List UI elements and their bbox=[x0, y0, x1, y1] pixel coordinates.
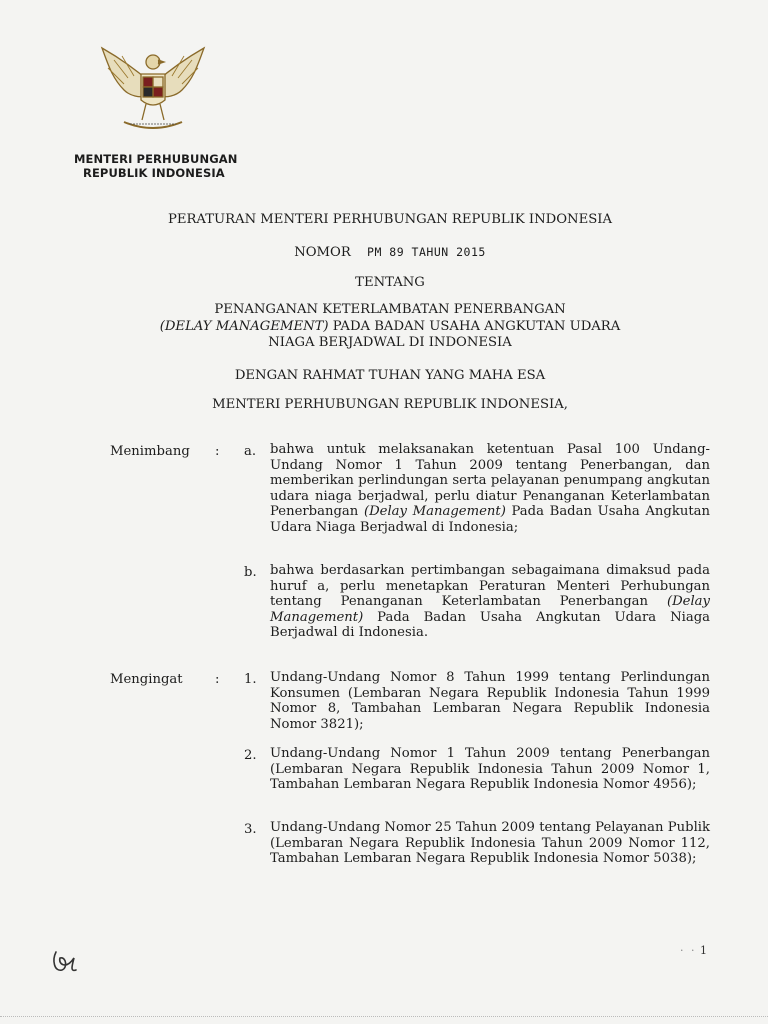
clause-marker-b: b. bbox=[244, 565, 257, 580]
mengingat-item-2: Undang-Undang Nomor 1 Tahun 2009 tentang Penerbangan (Lembaran Negara Republik Indonesia Tahun 2009 Nomor 1, Tambahan Lembaran Negara Republik Indonesia Nomor 4956); bbox=[270, 746, 710, 792]
clause-b-text-end: Pada Badan Usaha Angkutan Udara Niaga Berjadwal di Indonesia. bbox=[270, 609, 710, 640]
clause-b-text: bahwa berdasarkan pertimbangan sebagaimana dimaksud pada huruf a, perlu menetapkan Peraturan Menteri Perhubungan tentang Penanganan Keterlambatan Penerbangan bbox=[270, 563, 710, 609]
page-number-value: 1 bbox=[700, 944, 707, 957]
menimbang-colon: : bbox=[215, 444, 220, 459]
subject-italic: (DELAY MANAGEMENT) bbox=[159, 319, 329, 334]
blessing-line: DENGAN RAHMAT TUHAN YANG MAHA ESA bbox=[234, 368, 546, 383]
mengingat-item-3: Undang-Undang Nomor 25 Tahun 2009 tentang Pelayanan Publik (Lembaran Negara Republik Indonesia Tahun 2009 Nomor 112, Tambahan Lembaran Negara Republik Indonesia Nomor 5038); bbox=[270, 820, 710, 866]
nomor-value: PM 89 TAHUN 2015 bbox=[367, 245, 486, 259]
issuer-line-1: MENTERI PERHUBUNGAN bbox=[74, 152, 238, 166]
subject-line-2-rest: PADA BADAN USAHA ANGKUTAN UDARA bbox=[328, 319, 621, 334]
regulation-number bbox=[110, 244, 670, 261]
tentang-heading: TENTANG bbox=[355, 275, 425, 290]
mengingat-colon: : bbox=[215, 672, 220, 687]
page-number: · · 1 bbox=[680, 944, 707, 957]
clause-b bbox=[270, 563, 710, 641]
subject-line-1: PENANGANAN KETERLAMBATAN PENERBANGAN bbox=[214, 302, 566, 317]
minister-line: MENTERI PERHUBUNGAN REPUBLIK INDONESIA, bbox=[212, 397, 568, 412]
regulation-title: PERATURAN MENTERI PERHUBUNGAN REPUBLIK INDONESIA bbox=[167, 212, 612, 227]
mengingat-item-1: Undang-Undang Nomor 8 Tahun 1999 tentang Perlindungan Konsumen (Lembaran Negara Republik Indonesia Tahun 1999 Nomor 8, Tambahan Lembaran Negara Republik Indonesia Nomor 3821); bbox=[270, 670, 710, 732]
clause-a-text-end: Pada Badan Usaha Angkutan Udara Niaga Berjadwal di Indonesia; bbox=[270, 504, 710, 535]
initial-signature-icon bbox=[50, 944, 80, 978]
item-marker-1: 1. bbox=[244, 672, 257, 687]
clause-b-italic: (Delay Management) bbox=[270, 594, 710, 625]
clause-a-text: bahwa untuk melaksanakan ketentuan Pasal 100 Undang-Undang Nomor 1 Tahun 2009 tentang Penerbangan, dan memberikan perlindungan serta pelayanan penumpang angkutan udara niaga berjadwal, perlu diatur Penanganan Keterlambatan Penerbangan bbox=[270, 442, 710, 519]
garuda-emblem-icon bbox=[94, 38, 212, 144]
clause-a-italic: (Delay Management) bbox=[363, 504, 506, 519]
menimbang-label: Menimbang bbox=[110, 444, 190, 459]
issuer-block bbox=[74, 152, 237, 180]
subject-line-3: NIAGA BERJADWAL DI INDONESIA bbox=[268, 335, 512, 350]
clause-marker-a: a. bbox=[244, 444, 257, 459]
page-edge-divider bbox=[0, 1016, 768, 1017]
clause-a bbox=[270, 442, 710, 535]
nomor-label: NOMOR bbox=[294, 245, 351, 260]
item-marker-3: 3. bbox=[244, 822, 257, 837]
item-marker-2: 2. bbox=[244, 748, 257, 763]
mengingat-label: Mengingat bbox=[110, 672, 183, 687]
subject-line-2 bbox=[110, 319, 670, 335]
issuer-line-2: REPUBLIK INDONESIA bbox=[83, 166, 225, 180]
